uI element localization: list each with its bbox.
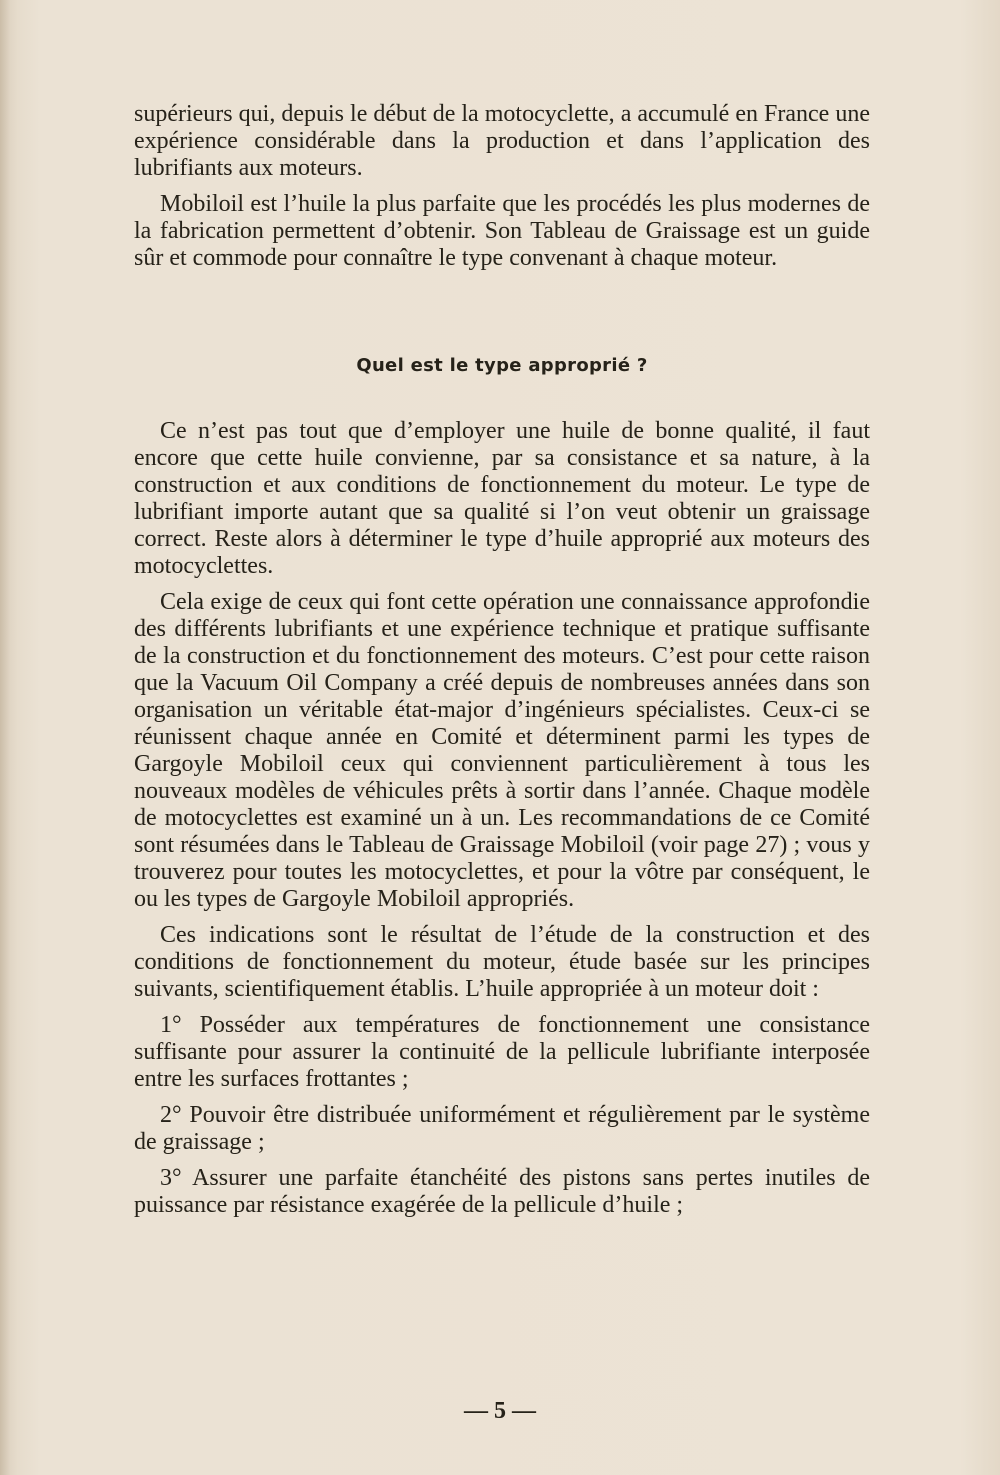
section-heading: Quel est le type approprié ?	[356, 355, 648, 376]
page-spine-shadow	[0, 0, 10, 1475]
list-item-3: 3° Assurer une parfaite étanchéité des pistons sans pertes inutiles de puissance par résistance exagérée de la pellicule d’huile ;	[134, 1165, 870, 1218]
body-paragraph-3: Ces indications sont le résultat de l’étude de la construction et des conditions de fonctionnement du moteur, étude basée sur les principes suivants, scientifiquement établis. L’huile appropriée à un moteur doit :	[134, 922, 870, 1002]
body-text	[134, 418, 870, 1219]
page-number: — 5 —	[464, 1398, 536, 1424]
intro-paragraph-1: supérieurs qui, depuis le début de la motocyclette, a accumulé en France une expérience considérable dans la production et dans l’application des lubrifiants aux moteurs.	[134, 101, 870, 181]
body-paragraph-2: Cela exige de ceux qui font cette opération une connaissance approfondie des différents lubrifiants et une expérience technique et pratique suffisante de la construction et du fonctionnement des moteurs. C’est pour cette raison que la Vacuum Oil Company a créé depuis de nombreuses années dans son organisation un véritable état-major d’ingénieurs spécialistes. Ceux-ci se réunissent chaque année en Comité et déterminent parmi les types de Gargoyle Mobiloil ceux qui conviennent particulièrement à tous les nouveaux modèles de véhicules prêts à sortir dans l’année. Chaque modèle de motocyclettes est examiné un à un. Les recommandations de ce Comité sont résumées dans le Tableau de Graissage Mobiloil (voir page 27) ; vous y trouverez pour toutes les motocyclettes, et pour la vôtre par conséquent, le ou les types de Gargoyle Mobiloil appropriés.	[134, 589, 870, 912]
body-paragraph-1: Ce n’est pas tout que d’employer une huile de bonne qualité, il faut encore que cette huile convienne, par sa consistance et sa nature, à la construction et aux conditions de fonctionnement du moteur. Le type de lubrifiant importe autant que sa qualité si l’on veut obtenir un graissage correct. Reste alors à déterminer le type d’huile approprié aux moteurs des motocyclettes.	[134, 418, 870, 579]
intro-text	[134, 101, 870, 272]
intro-paragraph-2: Mobiloil est l’huile la plus parfaite que les procédés les plus modernes de la fabrication permettent d’obtenir. Son Tableau de Graissage est un guide sûr et commode pour connaître le type convenant à chaque moteur.	[134, 191, 870, 271]
list-item-1: 1° Posséder aux températures de fonctionnement une consistance suffisante pour assurer la continuité de la pellicule lubrifiante interposée entre les surfaces frottantes ;	[134, 1012, 870, 1092]
list-item-2: 2° Pouvoir être distribuée uniformément et régulièrement par le système de graissage ;	[134, 1102, 870, 1155]
